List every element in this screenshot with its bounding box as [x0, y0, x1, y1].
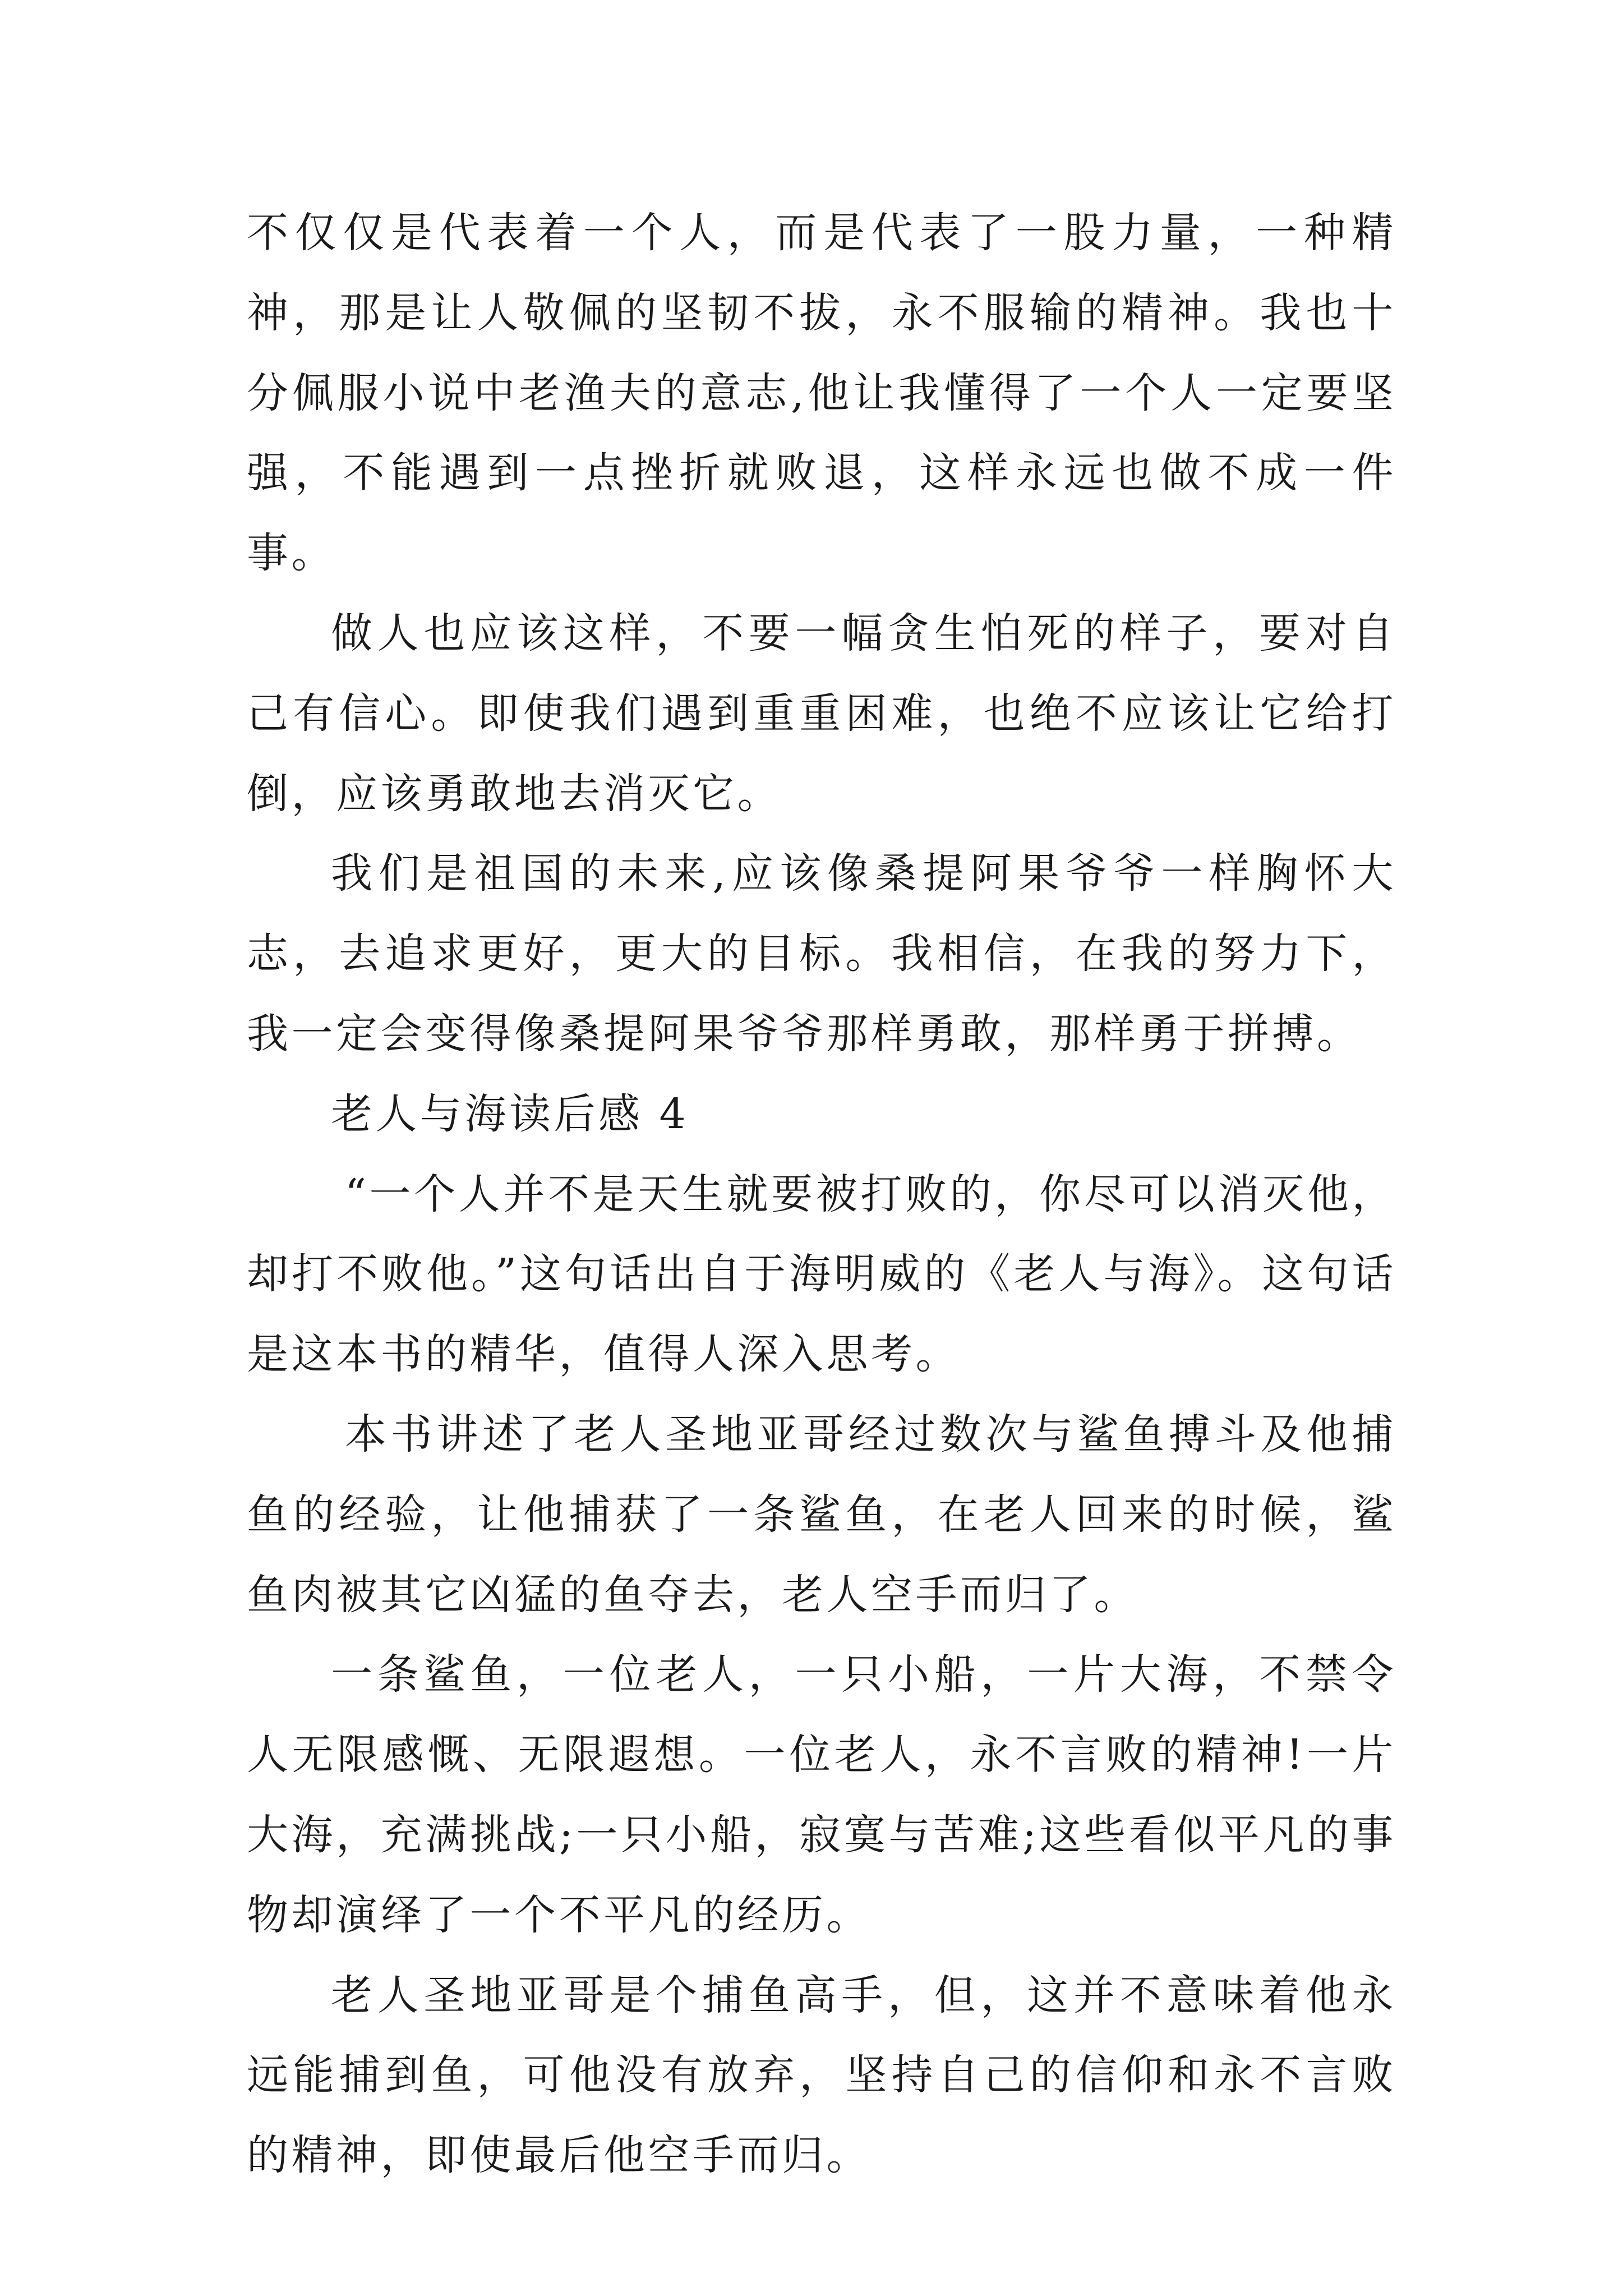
paragraph-continuation: 不仅仅是代表着一个人，而是代表了一股力量，一种精神，那是让人敬佩的坚韧不拔，永不服输的精神。我也十分佩服小说中老渔夫的意志,他让我懂得了一个人一定要坚强，不能遇到一点挫折就败退，这样永远也做不成一件事。	[247, 209, 1396, 578]
paragraph-quote: “一个人并不是天生就要被打败的，你尽可以消灭他，却打不败他。”这句话出自于海明威的《老人与海》。这句话是这本书的精华，值得人深入思考。	[247, 1170, 1396, 1379]
document-body	[247, 193, 1396, 2196]
paragraph: 本书讲述了老人圣地亚哥经过数次与鲨鱼搏斗及他捕鱼的经验，让他捕获了一条鲨鱼，在老人回来的时候，鲨鱼肉被其它凶猛的鱼夺去，老人空手而归了。	[247, 1410, 1396, 1619]
section-heading: 老人与海读后感 4	[331, 1089, 689, 1138]
paragraph: 一条鲨鱼，一位老人，一只小船，一片大海，不禁令人无限感慨、无限遐想。一位老人，永不言败的精神!一片大海，充满挑战;一只小船，寂寞与苦难;这些看似平凡的事物却演绎了一个不平凡的经历。	[247, 1650, 1396, 1939]
paragraph: 老人圣地亚哥是个捕鱼高手，但，这并不意味着他永远能捕到鱼，可他没有放弃，坚持自己的信仰和永不言败的精神，即使最后他空手而归。	[247, 1971, 1396, 2180]
paragraph: 我们是祖国的未来,应该像桑提阿果爷爷一样胸怀大志，去追求更好，更大的目标。我相信，在我的努力下，我一定会变得像桑提阿果爷爷那样勇敢，那样勇于拼搏。	[247, 849, 1396, 1058]
paragraph: 做人也应该这样，不要一幅贪生怕死的样子，要对自己有信心。即使我们遇到重重困难，也绝不应该让它给打倒，应该勇敢地去消灭它。	[247, 609, 1396, 818]
